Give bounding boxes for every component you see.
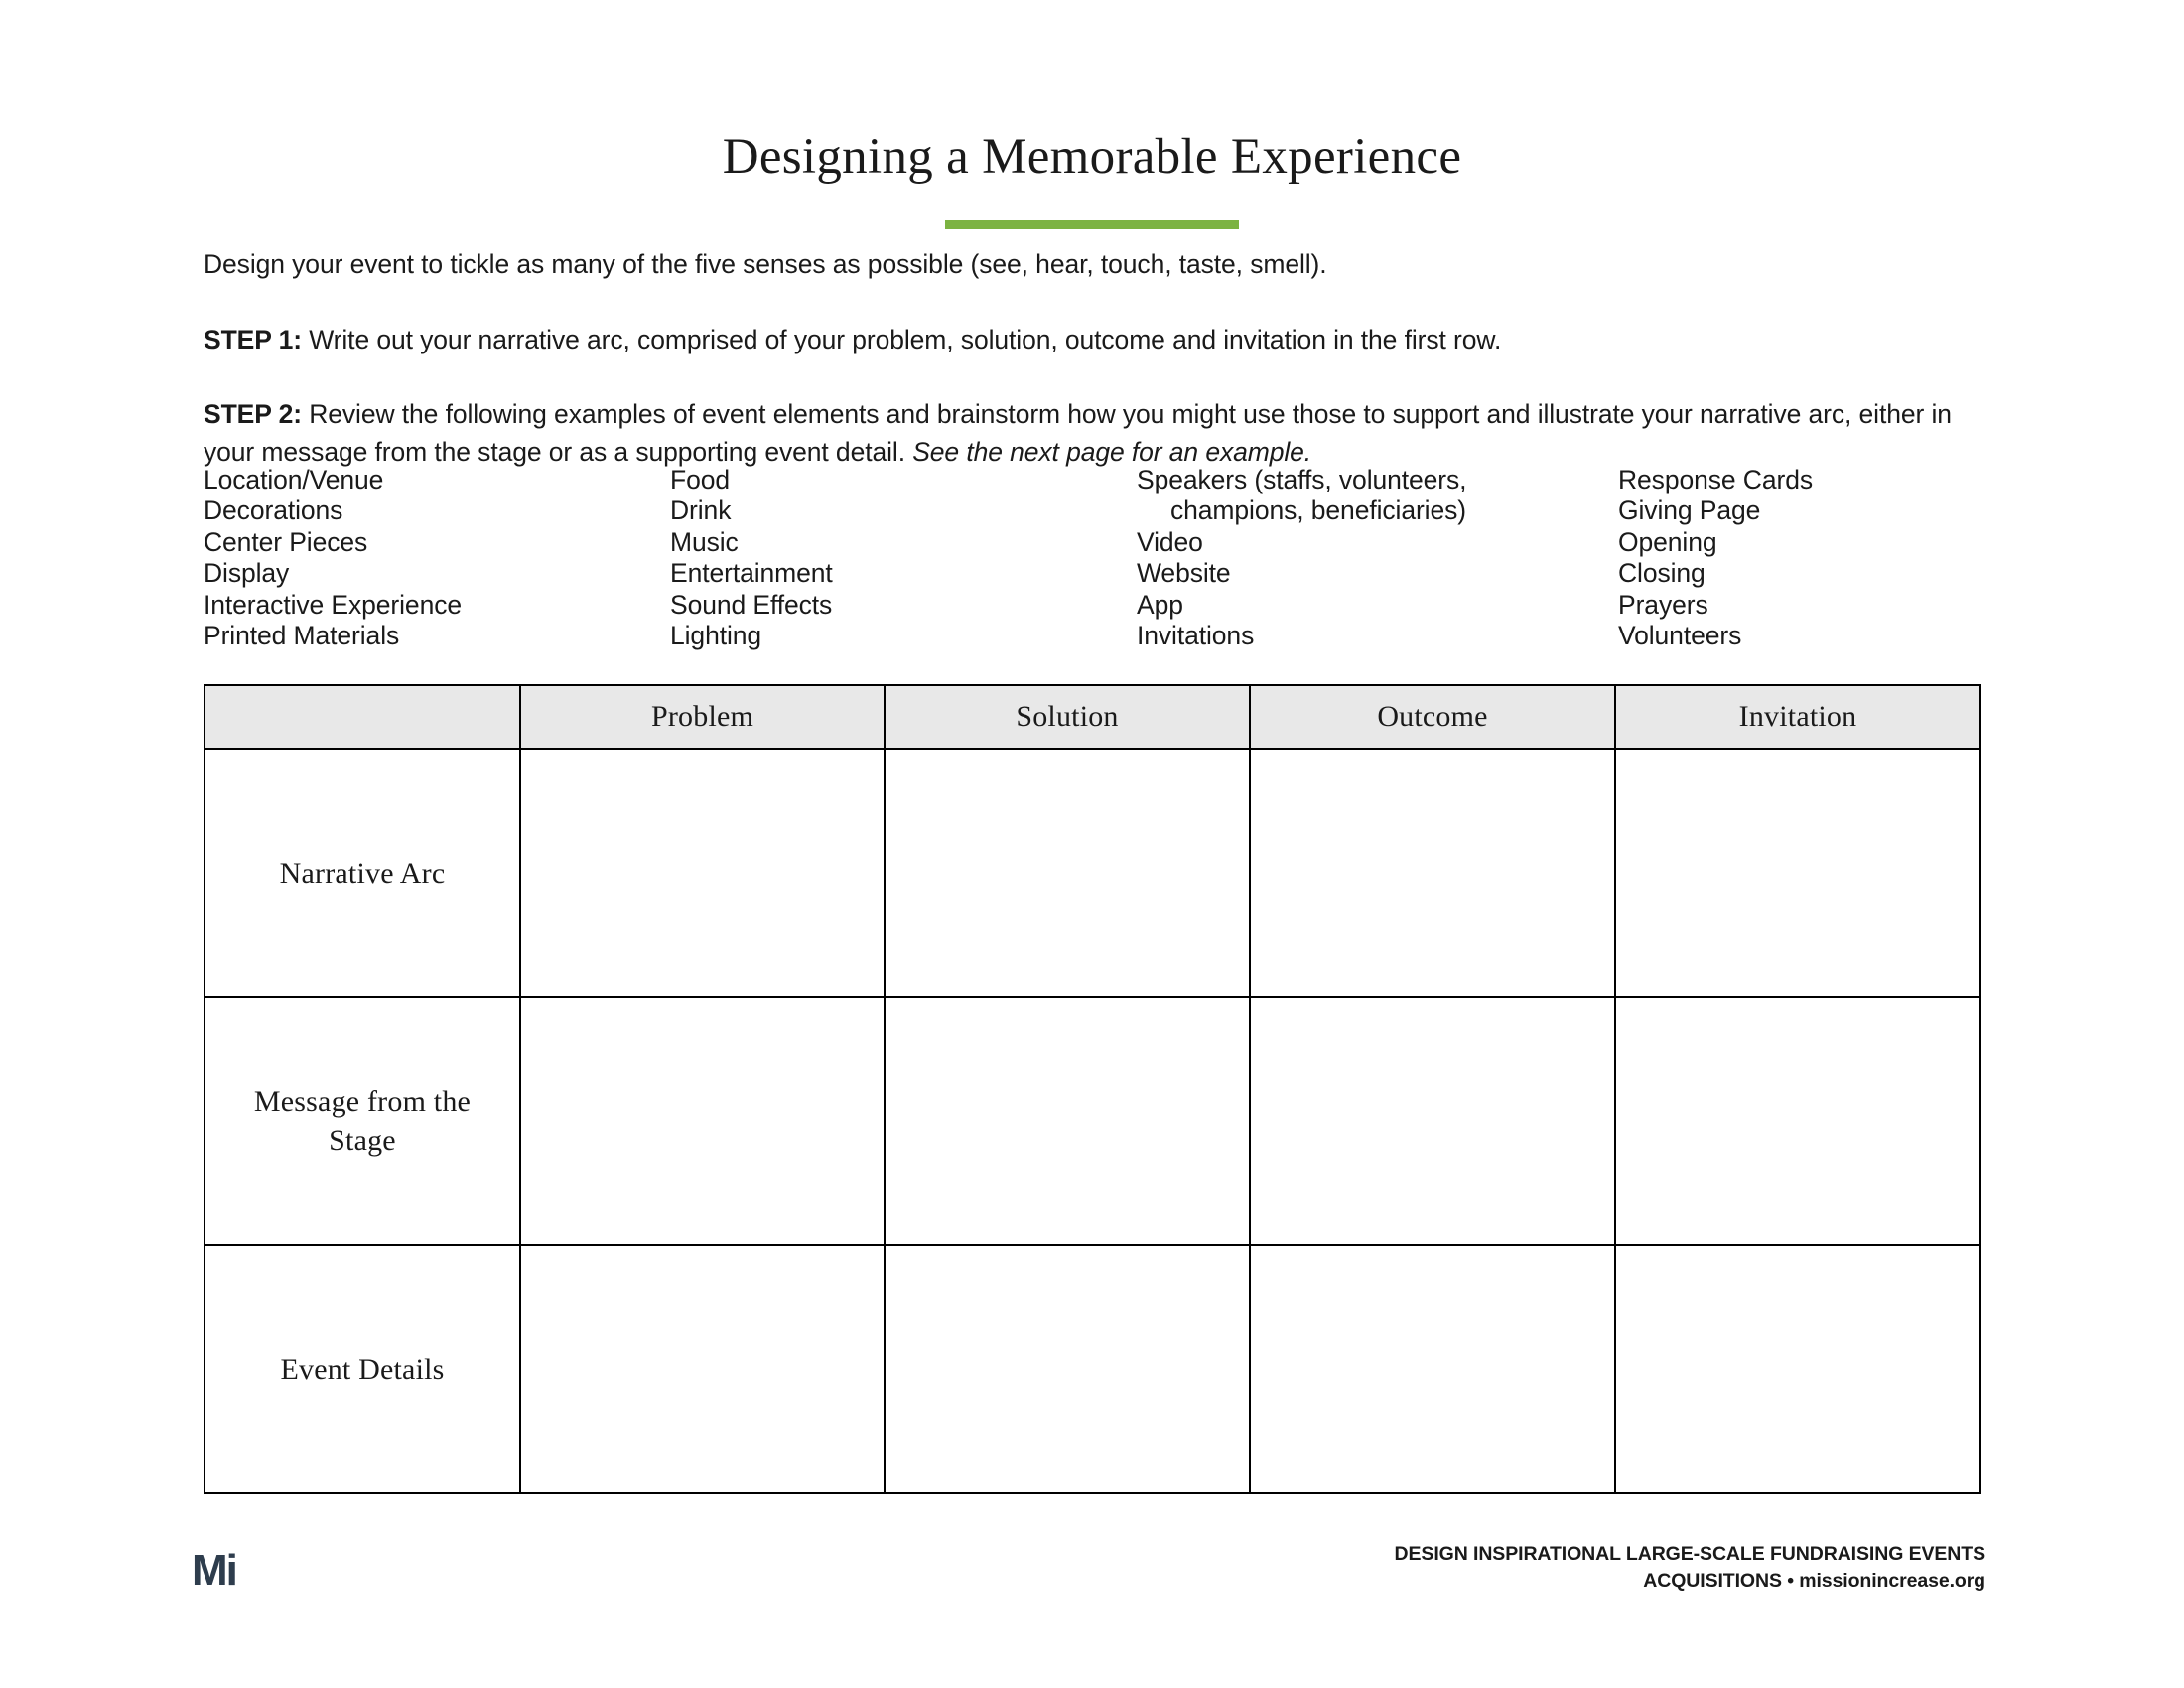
list-item: Website: [1137, 558, 1231, 589]
narrative-arc-worksheet-table: [204, 684, 1981, 1494]
step-1-label: STEP 1:: [204, 324, 302, 354]
step-1-text: Write out your narrative arc, comprised of your problem, solution, outcome and invitation in the first row.: [301, 324, 1502, 354]
table-row: [205, 1245, 1980, 1493]
list-item: Lighting: [670, 621, 762, 651]
cell-message-stage-problem[interactable]: [520, 997, 885, 1245]
cell-message-stage-outcome[interactable]: [1250, 997, 1615, 1245]
intro-lead-paragraph: [204, 246, 1990, 284]
cell-event-details-invitation[interactable]: [1615, 1245, 1980, 1493]
cell-narrative-arc-invitation[interactable]: [1615, 749, 1980, 997]
list-item-line-1: Speakers (staffs, volunteers,: [1137, 465, 1467, 494]
mission-increase-logo: Mi: [192, 1546, 236, 1595]
footer-line-2: ACQUISITIONS • missionincrease.org: [1643, 1569, 1985, 1592]
list-item: Opening: [1618, 526, 1717, 557]
list-item: Giving Page: [1618, 495, 1761, 526]
column-header-solution: Solution: [885, 685, 1250, 749]
list-item: App: [1137, 589, 1183, 620]
event-elements-list: [204, 465, 1990, 651]
step-1-paragraph: [204, 322, 1990, 359]
table-row: [205, 997, 1980, 1245]
list-item: Music: [670, 526, 739, 557]
step-2-text: Review the following examples of event elements and brainstorm how you might use those to support and illustrate your narrative arc, either in your message from the stage or as a supporting event detail.: [204, 399, 1952, 467]
cell-narrative-arc-outcome[interactable]: [1250, 749, 1615, 997]
table-row: [205, 749, 1980, 997]
step-2-italic-note: See the next page for an example.: [912, 436, 1312, 467]
page-title: Designing a Memorable Experience: [722, 129, 1462, 185]
step-2-label: STEP 2:: [204, 399, 302, 430]
column-header-problem: Problem: [520, 685, 885, 749]
list-item: [1137, 465, 1618, 527]
elements-column-1: [204, 465, 670, 651]
list-item: Food: [670, 465, 731, 494]
list-item: Volunteers: [1618, 621, 1742, 651]
footer-text-block: [1395, 1541, 1985, 1595]
column-header-invitation: Invitation: [1615, 685, 1980, 749]
list-item: Response Cards: [1618, 465, 1813, 494]
list-item: Center Pieces: [204, 526, 368, 557]
list-item: Prayers: [1618, 589, 1708, 620]
table-corner-header: [205, 685, 520, 749]
list-item: Closing: [1618, 558, 1706, 589]
footer-line-1: DESIGN INSPIRATIONAL LARGE-SCALE FUNDRAISING EVENTS: [1394, 1543, 1985, 1565]
cell-event-details-outcome[interactable]: [1250, 1245, 1615, 1493]
cell-event-details-solution[interactable]: [885, 1245, 1250, 1493]
list-item: Decorations: [204, 495, 343, 526]
list-item: Drink: [670, 495, 732, 526]
cell-message-stage-invitation[interactable]: [1615, 997, 1980, 1245]
table-header-row: [205, 685, 1980, 749]
page-footer: [0, 1541, 2184, 1650]
elements-column-3: [1137, 465, 1618, 651]
intro-lead-text: Design your event to tickle as many of the five senses as possible (see, hear, touch, taste, smell).: [204, 249, 1327, 279]
elements-column-2: [670, 465, 1137, 651]
list-item: Video: [1137, 526, 1203, 557]
cell-event-details-problem[interactable]: [520, 1245, 885, 1493]
cell-message-stage-solution[interactable]: [885, 997, 1250, 1245]
cell-narrative-arc-solution[interactable]: [885, 749, 1250, 997]
title-accent-rule: [945, 220, 1239, 229]
list-item: Printed Materials: [204, 621, 400, 651]
list-item-line-2: champions, beneficiaries): [1170, 495, 1466, 526]
title-block: [0, 129, 2184, 229]
list-item: Entertainment: [670, 558, 833, 589]
list-item: Sound Effects: [670, 589, 833, 620]
step-2-paragraph: [204, 396, 1990, 471]
cell-narrative-arc-problem[interactable]: [520, 749, 885, 997]
row-label-narrative-arc: Narrative Arc: [205, 749, 520, 997]
column-header-outcome: Outcome: [1250, 685, 1615, 749]
list-item: Interactive Experience: [204, 589, 462, 620]
list-item: Display: [204, 558, 290, 589]
list-item: Invitations: [1137, 621, 1255, 651]
elements-column-4: [1618, 465, 1990, 651]
intro-section: [204, 246, 1990, 472]
row-label-message-from-the-stage: Message from the Stage: [205, 997, 520, 1245]
list-item: Location/Venue: [204, 465, 384, 494]
row-label-event-details: Event Details: [205, 1245, 520, 1493]
